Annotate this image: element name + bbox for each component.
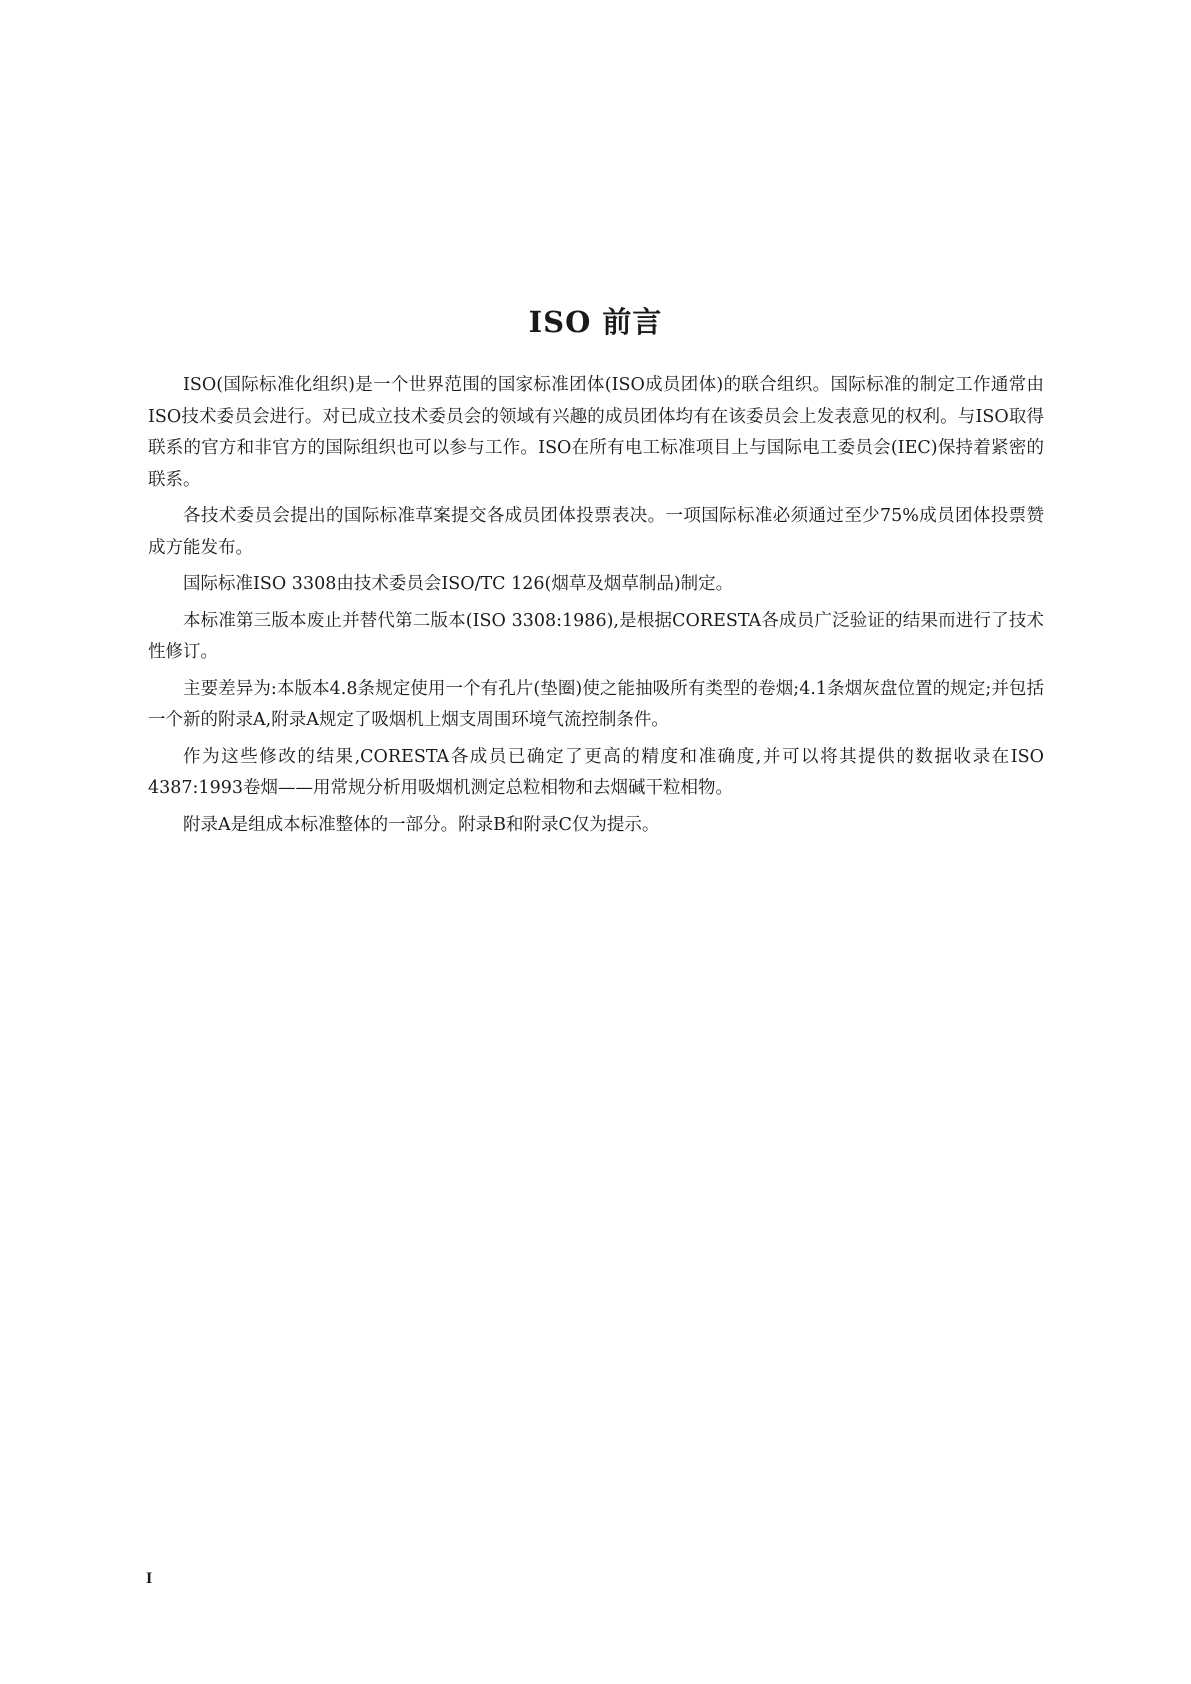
paragraph-edition-revision: 本标准第三版本废止并替代第二版本(ISO 3308:1986),是根据CORESTA各成员广泛验证的结果而进行了技术性修订。: [148, 610, 1044, 662]
page-title: ISO 前言: [528, 305, 663, 339]
paragraph-iso-organization: ISO(国际标准化组织)是一个世界范围的国家标准团体(ISO成员团体)的联合组织。国际标准的制定工作通常由ISO技术委员会进行。对已成立技术委员会的领域有兴趣的成员团体均有在该委员会上发表意见的权利。与ISO取得联系的官方和非官方的国际组织也可以参与工作。ISO在所有电工标准项目上与国际电工委员会(IEC)保持着紧密的联系。: [148, 375, 1044, 490]
foreword-body: [148, 370, 1044, 846]
paragraph-results: 作为这些修改的结果,CORESTA各成员已确定了更高的精度和准确度,并可以将其提供的数据收录在ISO 4387:1993卷烟——用常规分析用吸烟机测定总粒相物和去烟碱干粒相物。: [148, 746, 1044, 798]
paragraph-voting: 各技术委员会提出的国际标准草案提交各成员团体投票表决。一项国际标准必须通过至少75%成员团体投票赞成方能发布。: [148, 506, 1044, 558]
paragraph-annexes: 附录A是组成本标准整体的一部分。附录B和附录C仅为提示。: [183, 814, 660, 835]
paragraph-prepared-by: 国际标准ISO 3308由技术委员会ISO/TC 126(烟草及烟草制品)制定。: [183, 574, 734, 594]
paragraph-main-differences: 主要差异为:本版本4.8条规定使用一个有孔片(垫圈)使之能抽吸所有类型的卷烟;4.1条烟灰盘位置的规定;并包括一个新的附录A,附录A规定了吸烟机上烟支周围环境气流控制条件。: [148, 678, 1044, 730]
page-number: I: [146, 1570, 153, 1587]
